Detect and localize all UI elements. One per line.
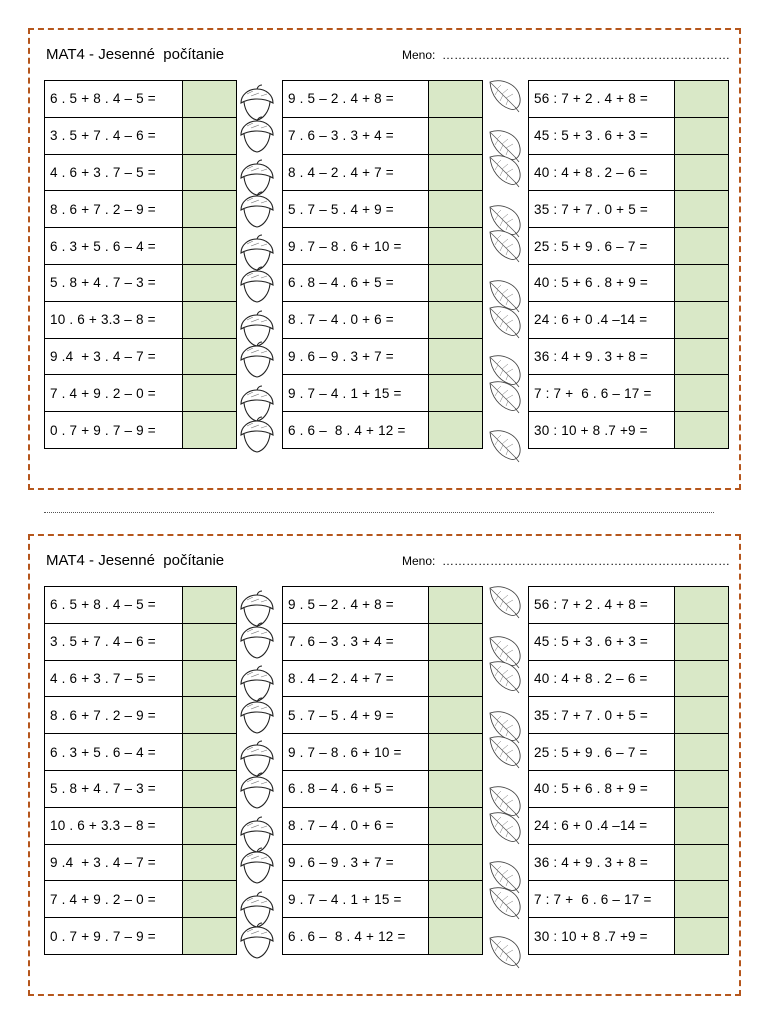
cut-line [44, 512, 714, 513]
table-row [529, 412, 729, 449]
answer-box[interactable] [183, 228, 237, 265]
table-row [529, 587, 729, 624]
exercise-column-3 [528, 586, 729, 955]
answer-box[interactable] [429, 154, 483, 191]
acorn-icon [235, 772, 279, 810]
expression: 8 . 7 – 4 . 0 + 6 = [283, 301, 429, 338]
answer-box[interactable] [183, 412, 237, 449]
expression: 3 . 5 + 7 . 4 – 6 = [45, 623, 183, 660]
table-row [45, 338, 237, 375]
table-row [529, 918, 729, 955]
expression: 7 . 4 + 9 . 2 – 0 = [45, 375, 183, 412]
expression: 5 . 8 + 4 . 7 – 3 = [45, 770, 183, 807]
table-row [45, 264, 237, 301]
answer-box[interactable] [675, 770, 729, 807]
table-row [283, 770, 483, 807]
table-row [529, 154, 729, 191]
expression: 9 . 6 – 9 . 3 + 7 = [283, 844, 429, 881]
leaf-icon [482, 932, 526, 970]
answer-box[interactable] [429, 228, 483, 265]
expression: 56 : 7 + 2 . 4 + 8 = [529, 587, 675, 624]
answer-box[interactable] [183, 301, 237, 338]
answer-box[interactable] [429, 918, 483, 955]
leaf-icon [482, 582, 526, 620]
table-row [283, 264, 483, 301]
table-row [283, 412, 483, 449]
table-row [283, 301, 483, 338]
table-row [45, 697, 237, 734]
table-row [529, 844, 729, 881]
leaf-icon [482, 883, 526, 921]
leaf-icon-column [482, 586, 526, 966]
leaf-icon [482, 377, 526, 415]
table-row [45, 587, 237, 624]
table-row [529, 191, 729, 228]
expression: 4 . 6 + 3 . 7 – 5 = [45, 660, 183, 697]
name-field[interactable]: Meno: ……………………………………………………………… [402, 554, 731, 568]
expression: 9 . 7 – 4 . 1 + 15 = [283, 375, 429, 412]
answer-box[interactable] [675, 375, 729, 412]
answer-box[interactable] [675, 191, 729, 228]
answer-box[interactable] [183, 338, 237, 375]
expression: 36 : 4 + 9 . 3 + 8 = [529, 338, 675, 375]
expression: 35 : 7 + 7 . 0 + 5 = [529, 191, 675, 228]
expression: 9 .4 + 3 . 4 – 7 = [45, 844, 183, 881]
answer-box[interactable] [429, 412, 483, 449]
table-row [529, 375, 729, 412]
answer-box[interactable] [429, 734, 483, 771]
answer-box[interactable] [429, 338, 483, 375]
table-row [283, 81, 483, 118]
leaf-icon [482, 76, 526, 114]
expression: 0 . 7 + 9 . 7 – 9 = [45, 412, 183, 449]
expression: 9 . 5 – 2 . 4 + 8 = [283, 587, 429, 624]
answer-box[interactable] [183, 918, 237, 955]
table-row [45, 734, 237, 771]
leaf-icon-column [482, 80, 526, 460]
worksheet-2 [28, 534, 741, 996]
answer-box[interactable] [429, 301, 483, 338]
table-row [529, 881, 729, 918]
answer-box[interactable] [183, 660, 237, 697]
table-row [283, 734, 483, 771]
table-row [283, 844, 483, 881]
expression: 0 . 7 + 9 . 7 – 9 = [45, 918, 183, 955]
answer-box[interactable] [429, 587, 483, 624]
leaf-icon [482, 226, 526, 264]
expression: 24 : 6 + 0 .4 –14 = [529, 807, 675, 844]
acorn-icon [235, 116, 279, 154]
acorn-icon [235, 191, 279, 229]
acorn-icon [235, 266, 279, 304]
table-row [529, 301, 729, 338]
worksheet-title: MAT4 - Jesenné počítanie [46, 46, 225, 63]
table-row [529, 81, 729, 118]
table-row [283, 191, 483, 228]
answer-box[interactable] [183, 191, 237, 228]
answer-box[interactable] [675, 807, 729, 844]
answer-box[interactable] [183, 770, 237, 807]
expression: 35 : 7 + 7 . 0 + 5 = [529, 697, 675, 734]
answer-box[interactable] [183, 117, 237, 154]
expression: 6 . 5 + 8 . 4 – 5 = [45, 587, 183, 624]
expression: 9 . 5 – 2 . 4 + 8 = [283, 81, 429, 118]
expression: 7 . 4 + 9 . 2 – 0 = [45, 881, 183, 918]
expression: 56 : 7 + 2 . 4 + 8 = [529, 81, 675, 118]
answer-box[interactable] [429, 375, 483, 412]
answer-box[interactable] [675, 338, 729, 375]
answer-box[interactable] [675, 117, 729, 154]
answer-box[interactable] [183, 697, 237, 734]
table-row [45, 807, 237, 844]
expression: 8 . 4 – 2 . 4 + 7 = [283, 154, 429, 191]
acorn-icon [235, 847, 279, 885]
answer-box[interactable] [183, 881, 237, 918]
table-row [529, 228, 729, 265]
expression: 10 . 6 + 3.3 – 8 = [45, 807, 183, 844]
expression: 7 . 6 – 3 . 3 + 4 = [283, 623, 429, 660]
table-row [45, 81, 237, 118]
table-row [283, 375, 483, 412]
answer-box[interactable] [429, 191, 483, 228]
table-row [283, 807, 483, 844]
worksheet-1 [28, 28, 741, 490]
expression: 5 . 7 – 5 . 4 + 9 = [283, 191, 429, 228]
answer-box[interactable] [675, 734, 729, 771]
acorn-icon-column [235, 586, 279, 966]
table-row [529, 264, 729, 301]
answer-box[interactable] [183, 807, 237, 844]
table-row [45, 623, 237, 660]
leaf-icon [482, 657, 526, 695]
expression: 9 . 7 – 4 . 1 + 15 = [283, 881, 429, 918]
answer-box[interactable] [183, 375, 237, 412]
acorn-icon [235, 622, 279, 660]
expression: 36 : 4 + 9 . 3 + 8 = [529, 844, 675, 881]
answer-box[interactable] [429, 844, 483, 881]
answer-box[interactable] [429, 264, 483, 301]
answer-box[interactable] [429, 117, 483, 154]
answer-box[interactable] [183, 734, 237, 771]
table-row [45, 301, 237, 338]
answer-box[interactable] [183, 587, 237, 624]
exercise-column-2 [282, 80, 483, 449]
answer-box[interactable] [429, 660, 483, 697]
table-row [283, 881, 483, 918]
name-field[interactable]: Meno: ……………………………………………………………… [402, 48, 731, 62]
expression: 7 : 7 + 6 . 6 – 17 = [529, 881, 675, 918]
expression: 6 . 8 – 4 . 6 + 5 = [283, 264, 429, 301]
table-row [529, 660, 729, 697]
exercise-column-1 [44, 586, 237, 955]
expression: 3 . 5 + 7 . 4 – 6 = [45, 117, 183, 154]
answer-box[interactable] [183, 264, 237, 301]
expression: 9 .4 + 3 . 4 – 7 = [45, 338, 183, 375]
expression: 9 . 7 – 8 . 6 + 10 = [283, 734, 429, 771]
expression: 25 : 5 + 9 . 6 – 7 = [529, 734, 675, 771]
exercise-column-3 [528, 80, 729, 449]
table-row [283, 587, 483, 624]
expression: 6 . 3 + 5 . 6 – 4 = [45, 228, 183, 265]
answer-box[interactable] [675, 587, 729, 624]
answer-box[interactable] [429, 623, 483, 660]
expression: 40 : 5 + 6 . 8 + 9 = [529, 770, 675, 807]
leaf-icon [482, 808, 526, 846]
answer-box[interactable] [675, 301, 729, 338]
answer-box[interactable] [429, 81, 483, 118]
acorn-icon [235, 697, 279, 735]
expression: 5 . 7 – 5 . 4 + 9 = [283, 697, 429, 734]
worksheet-title: MAT4 - Jesenné počítanie [46, 552, 225, 569]
expression: 6 . 6 – 8 . 4 + 12 = [283, 412, 429, 449]
acorn-icon-column [235, 80, 279, 460]
table-row [283, 918, 483, 955]
table-row [45, 228, 237, 265]
exercise-column-2 [282, 586, 483, 955]
table-row [283, 154, 483, 191]
table-row [45, 660, 237, 697]
table-row [45, 844, 237, 881]
table-row [529, 807, 729, 844]
table-row [45, 881, 237, 918]
expression: 9 . 7 – 8 . 6 + 10 = [283, 228, 429, 265]
table-row [529, 117, 729, 154]
leaf-icon [482, 151, 526, 189]
table-row [529, 623, 729, 660]
table-row [45, 191, 237, 228]
acorn-icon [235, 341, 279, 379]
table-row [529, 734, 729, 771]
expression: 25 : 5 + 9 . 6 – 7 = [529, 228, 675, 265]
answer-box[interactable] [429, 881, 483, 918]
table-row [283, 697, 483, 734]
expression: 8 . 6 + 7 . 2 – 9 = [45, 697, 183, 734]
answer-box[interactable] [183, 623, 237, 660]
expression: 9 . 6 – 9 . 3 + 7 = [283, 338, 429, 375]
table-row [45, 154, 237, 191]
expression: 8 . 4 – 2 . 4 + 7 = [283, 660, 429, 697]
expression: 7 . 6 – 3 . 3 + 4 = [283, 117, 429, 154]
table-row [45, 412, 237, 449]
table-row [283, 660, 483, 697]
acorn-icon [235, 416, 279, 454]
table-row [45, 375, 237, 412]
exercise-column-1 [44, 80, 237, 449]
table-row [529, 697, 729, 734]
expression: 5 . 8 + 4 . 7 – 3 = [45, 264, 183, 301]
leaf-icon [482, 302, 526, 340]
expression: 40 : 4 + 8 . 2 – 6 = [529, 660, 675, 697]
answer-box[interactable] [675, 660, 729, 697]
answer-box[interactable] [675, 264, 729, 301]
expression: 40 : 5 + 6 . 8 + 9 = [529, 264, 675, 301]
expression: 6 . 3 + 5 . 6 – 4 = [45, 734, 183, 771]
table-row [45, 117, 237, 154]
expression: 45 : 5 + 3 . 6 + 3 = [529, 623, 675, 660]
expression: 45 : 5 + 3 . 6 + 3 = [529, 117, 675, 154]
answer-box[interactable] [429, 697, 483, 734]
answer-box[interactable] [675, 81, 729, 118]
expression: 24 : 6 + 0 .4 –14 = [529, 301, 675, 338]
leaf-icon [482, 426, 526, 464]
answer-box[interactable] [183, 844, 237, 881]
table-row [529, 338, 729, 375]
answer-box[interactable] [675, 918, 729, 955]
answer-box[interactable] [183, 154, 237, 191]
answer-box[interactable] [675, 844, 729, 881]
expression: 10 . 6 + 3.3 – 8 = [45, 301, 183, 338]
expression: 6 . 6 – 8 . 4 + 12 = [283, 918, 429, 955]
answer-box[interactable] [429, 807, 483, 844]
answer-box[interactable] [429, 770, 483, 807]
expression: 30 : 10 + 8 .7 +9 = [529, 412, 675, 449]
expression: 7 : 7 + 6 . 6 – 17 = [529, 375, 675, 412]
answer-box[interactable] [675, 881, 729, 918]
answer-box[interactable] [675, 697, 729, 734]
answer-box[interactable] [675, 154, 729, 191]
table-row [529, 770, 729, 807]
answer-box[interactable] [675, 623, 729, 660]
answer-box[interactable] [675, 412, 729, 449]
expression: 8 . 6 + 7 . 2 – 9 = [45, 191, 183, 228]
expression: 6 . 8 – 4 . 6 + 5 = [283, 770, 429, 807]
table-row [283, 228, 483, 265]
expression: 6 . 5 + 8 . 4 – 5 = [45, 81, 183, 118]
acorn-icon [235, 922, 279, 960]
expression: 4 . 6 + 3 . 7 – 5 = [45, 154, 183, 191]
answer-box[interactable] [183, 81, 237, 118]
table-row [283, 623, 483, 660]
answer-box[interactable] [675, 228, 729, 265]
expression: 30 : 10 + 8 .7 +9 = [529, 918, 675, 955]
table-row [283, 338, 483, 375]
table-row [45, 770, 237, 807]
expression: 40 : 4 + 8 . 2 – 6 = [529, 154, 675, 191]
leaf-icon [482, 732, 526, 770]
expression: 8 . 7 – 4 . 0 + 6 = [283, 807, 429, 844]
table-row [45, 918, 237, 955]
table-row [283, 117, 483, 154]
